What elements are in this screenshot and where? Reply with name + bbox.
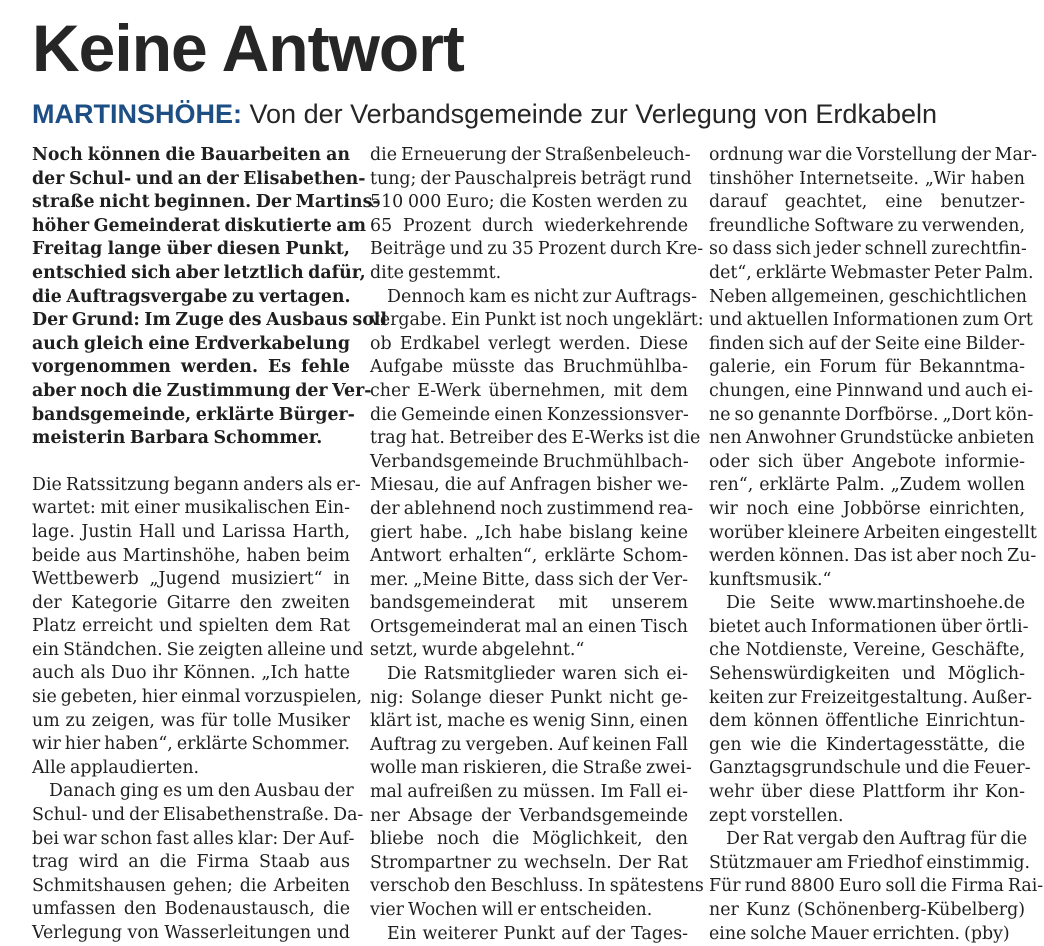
subheadline-text: Von der Verbandsgemeinde zur Verlegung von Erdkabeln [249, 99, 938, 129]
text-line: wartet: mit einer musikalischen Ein- [32, 498, 350, 519]
text-line: entschied sich aber letztlich dafür, [32, 262, 366, 283]
text-line: Wettbewerb „Jugend musiziert“ in [32, 569, 350, 590]
text-line: bliebe noch die Möglichkeit, den [370, 829, 688, 850]
text-line: oder sich über Angebote informie- [709, 451, 1025, 472]
subheadline [32, 97, 937, 131]
text-line: eine solche Mauer errichten. (pby) [709, 923, 1010, 944]
text-line: die Gemeinde einen Konzessionsver- [370, 404, 689, 425]
text-line: Strompartner zu wechseln. Der Rat [370, 852, 688, 873]
text-line: bietet auch Informationen über örtli- [709, 616, 1029, 637]
text-line: Freitag lange über diesen Punkt, [32, 239, 350, 260]
text-line: Der Grund: Im Zuge des Ausbaus soll [32, 310, 388, 331]
text-line: meisterin Barbara Schommer. [32, 428, 323, 449]
text-line: Beiträge und zu 35 Prozent durch Kre- [370, 239, 704, 260]
text-line: aber noch die Zustimmung der Ver- [32, 380, 372, 401]
text-line: Dennoch kam es nicht zur Auftrags- [387, 286, 697, 307]
text-line: Verlegung von Wasserleitungen und [32, 923, 350, 943]
text-line: mer. „Meine Bitte, dass sich der Ver- [370, 569, 688, 590]
text-line: 65 Prozent durch wiederkehrende [370, 215, 688, 236]
text-line: der Kategorie Gitarre den zweiten [32, 592, 350, 613]
text-line: so dass sich jeder schnell zurechtfin- [709, 239, 1027, 260]
text-line: vorgenommen werden. Es fehle [32, 357, 350, 378]
text-line: Alle applaudierten. [32, 757, 200, 778]
text-line: Antwort erhalten“, erklärte Schom- [370, 546, 688, 567]
text-line: Noch können die Bauarbeiten an [32, 145, 350, 165]
text-line: der ablehnend noch zustimmend rea- [370, 498, 694, 519]
text-line: che Notdienste, Vereine, Geschäfte, [709, 640, 1025, 661]
location-kicker: MARTINSHÖHE: [32, 99, 242, 129]
text-line: det“, erklärte Webmaster Peter Palm. [709, 262, 1034, 283]
text-line: bei war schon fast alles klar: Der Auf- [32, 828, 355, 849]
text-line: bandsgemeinde, erklärte Bürger- [32, 404, 355, 425]
text-line: tung; der Pauschalpreis beträgt rund [370, 168, 692, 189]
text-line: Für rund 8800 Euro soll die Firma Rai- [709, 876, 1044, 897]
text-line: straße nicht beginnen. Der Martins- [32, 192, 380, 213]
text-line: ordnung war die Vorstellung der Mar- [709, 145, 1038, 165]
text-line: Platz erreicht und spielten dem Rat [32, 616, 350, 637]
text-line: Danach ging es um den Ausbau der [49, 781, 354, 802]
text-line: ner Kunz (Schönenberg-Kübelberg) [709, 900, 1025, 920]
headline: Keine Antwort [32, 11, 464, 85]
text-line: ne so genannte Dorfbörse. „Dort kön- [709, 404, 1034, 425]
text-line: vier Wochen will er entscheiden. [370, 900, 653, 920]
text-line: ner Absage der Verbandsgemeinde [370, 805, 688, 826]
text-line: wir noch eine Jobbörse einrichten, [709, 498, 1025, 519]
text-line: beide aus Martinshöhe, haben beim [32, 545, 350, 566]
article-column-3 [709, 144, 1044, 946]
text-line: dite gestemmt. [370, 262, 502, 283]
text-line: höher Gemeinderat diskutierte am [32, 215, 366, 236]
text-line: cher E-Werk übernehmen, mit dem [370, 380, 688, 401]
text-line: 510 000 Euro; die Kosten werden zu [370, 192, 688, 213]
article-column-1 [32, 144, 388, 946]
text-line: kunftsmusik.“ [709, 569, 832, 590]
text-line: verschob den Beschluss. In spätestens [370, 876, 704, 897]
text-line: finden sich auf der Seite eine Bilder- [709, 333, 1025, 354]
text-line: der Schul- und an der Elisabethen- [32, 168, 366, 189]
text-line: die Auftragsvergabe zu vertagen. [32, 286, 351, 307]
text-line: um zu zeigen, was für tolle Musiker [32, 710, 350, 731]
text-line: nen Anwohner Grundstücke anbieten [709, 428, 1035, 449]
text-line: worüber kleinere Arbeiten eingestellt [709, 522, 1037, 543]
text-line: Miesau, die auf Anfragen bisher we- [370, 475, 688, 496]
text-line: setzt, wurde abgelehnt.“ [370, 640, 585, 661]
text-line: wehr über diese Plattform ihr Kon- [709, 782, 1025, 803]
text-line: Der Rat vergab den Auftrag für die [726, 829, 1028, 850]
text-line: trag wird an die Firma Staab aus [32, 852, 350, 873]
text-line: Sehenswürdigkeiten und Möglich- [709, 664, 1025, 685]
text-line: gen wie die Kindertagesstätte, die [709, 734, 1025, 755]
text-line: mal aufreißen zu müssen. Im Fall ei- [370, 782, 688, 803]
text-line: nig: Solange dieser Punkt nicht ge- [370, 687, 688, 708]
text-line: chungen, eine Pinnwand und auch ei- [709, 380, 1034, 401]
text-line: freundliche Software zu verwenden, [709, 215, 1026, 236]
text-line: und aktuellen Informationen zum Ort [709, 310, 1033, 331]
text-line: sie gebeten, hier einmal vorzuspielen, [32, 687, 363, 708]
text-line: auch gleich eine Erdverkabelung [32, 333, 350, 354]
text-line: Schul- und der Elisabethenstraße. Da- [32, 805, 364, 826]
text-line: ren“, erklärte Palm. „Zudem wollen [709, 475, 1025, 496]
text-line: die Erneuerung der Straßenbeleuch- [370, 145, 691, 165]
text-line: lage. Justin Hall und Larissa Harth, [32, 521, 350, 542]
text-line: Ein weiterer Punkt auf der Tages- [387, 923, 688, 944]
text-line: werden können. Das ist aber noch Zu- [709, 546, 1037, 567]
text-line: Verbandsgemeinde Bruchmühlbach- [370, 451, 689, 472]
text-line: Aufgabe müsste das Bruchmühlba- [370, 357, 688, 378]
text-line: keiten zur Freizeitgestaltung. Außer- [709, 687, 1033, 708]
text-line: dem können öffentliche Einrichtun- [709, 711, 1025, 732]
text-line: umfassen den Bodenaustausch, die [32, 899, 350, 920]
text-line: Neben allgemeinen, geschichtlichen [709, 286, 1028, 307]
text-line: galerie, ein Forum für Bekanntma- [709, 357, 1025, 378]
text-line: giert habe. „Ich habe bislang keine [370, 522, 688, 543]
text-line: vergabe. Ein Punkt ist noch ungeklärt: [370, 310, 704, 331]
text-line: Die Seite www.martinshoehe.de [726, 593, 1025, 614]
text-line: Ganztagsgrundschule und die Feuer- [709, 758, 1031, 779]
text-line: Die Ratssitzung begann anders als er- [32, 474, 361, 495]
text-line: wir hier haben“, erklärte Schommer. [32, 734, 351, 755]
text-line: ob Erdkabel verlegt werden. Diese [370, 333, 688, 354]
text-line: klärt ist, mache es wenig Sinn, einen [370, 711, 688, 732]
text-line: bandsgemeinderat mit unserem [370, 593, 688, 614]
text-line: Die Ratsmitglieder waren sich ei- [387, 664, 688, 685]
text-line: zept vorstellen. [709, 805, 844, 826]
text-line: Ortsgemeinderat mal an einen Tisch [370, 616, 688, 637]
text-line: Schmitshausen gehen; die Arbeiten [32, 875, 350, 896]
text-line: ein Ständchen. Sie zeigten alleine und [32, 639, 364, 660]
text-line: Stützmauer am Friedhof einstimmig. [709, 852, 1031, 873]
text-line: trag hat. Betreiber des E-Werks ist die [370, 428, 701, 449]
text-line: tinshöher Internetseite. „Wir haben [709, 168, 1025, 189]
text-line: darauf geachtet, eine benutzer- [709, 192, 1025, 213]
text-line: Auftrag zu vergeben. Auf keinen Fall [370, 734, 688, 755]
article-column-2 [370, 144, 704, 946]
text-line: auch als Duo ihr Können. „Ich hatte [32, 663, 350, 684]
text-line: wolle man riskieren, die Straße zwei- [370, 758, 692, 779]
